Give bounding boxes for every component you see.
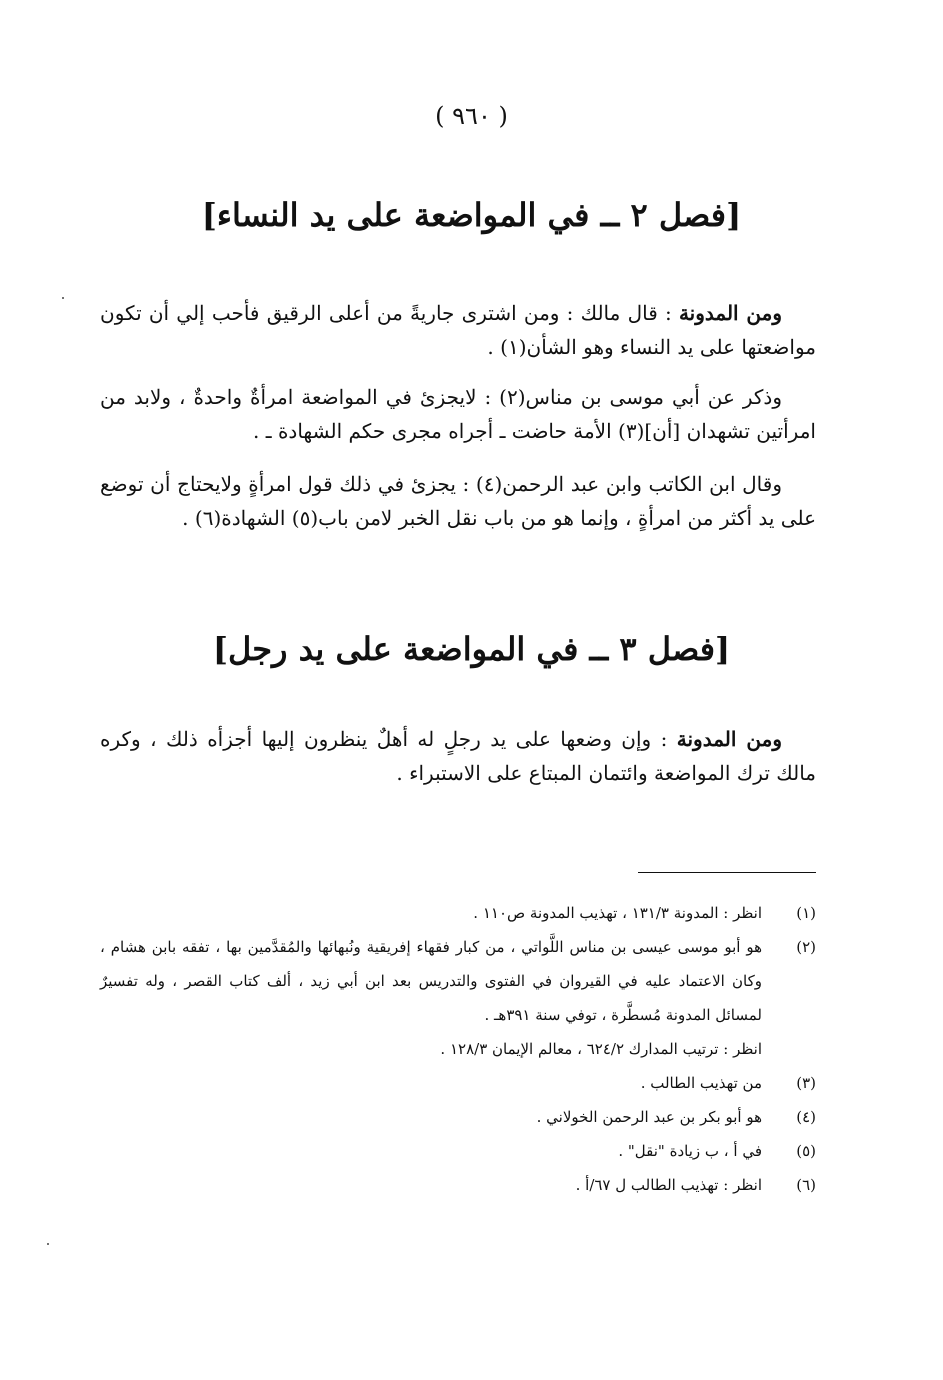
footnote-text: من تهذيب الطالب .	[640, 1074, 762, 1092]
footnote-6	[100, 1168, 816, 1202]
paragraph-text: وقال ابن الكاتب وابن عبد الرحمن(٤) : يجزئ في ذلك قول امرأةٍ ولايحتاج أن توضع على يد أكثر من امرأةٍ ، وإنما هو من باب نقل الخبر لامن باب(٥) الشهادة(٦) .	[100, 472, 816, 530]
footnote-text: انظر : ترتيب المدارك ٦٢٤/٢ ، معالم الإيمان ١٢٨/٣ .	[440, 1040, 762, 1058]
footnote-3	[100, 1066, 816, 1100]
footnote-2	[100, 930, 816, 1032]
paragraph-text: : وإن وضعها على يد رجلٍ له أهلٌ ينظرون إليها أجزأه ذلك ، وكره مالك ترك المواضعة وائتمان المبتاع على الاستبراء .	[100, 727, 816, 785]
paragraph-text: : قال مالك : ومن اشترى جاريةً من أعلى الرقيق فأحب إلي أن تكون مواضعتها على يد النساء وهو الشأن(١) .	[100, 301, 816, 359]
footnote-text: هو أبو بكر بن عبد الرحمن الخولاني .	[536, 1108, 762, 1126]
footnote-text: انظر : المدونة ١٣١/٣ ، تهذيب المدونة ص١١٠ .	[473, 904, 762, 922]
footnote-number	[762, 1032, 816, 1066]
paragraph-lead: ومن المدونة	[678, 301, 783, 325]
footnote-number: (٤)	[796, 1108, 816, 1126]
footnote-separator	[638, 872, 816, 873]
footnote-text: انظر : تهذيب الطالب ل ٦٧/أ .	[575, 1176, 762, 1194]
scan-speck	[62, 297, 64, 299]
footnote-text: هو أبو موسى عيسى بن مناس اللَّواتي ، من كبار فقهاء إفريقية ونُبهائها والمُقدَّمين بها ، تفقه بابن هشام ، وكان الاعتماد عليه في القيروان في الفتوى والتدريس بعد ابن أبي زيد ، ألف كتاب القصر ، وله تفسيرٌ لمسائل المدونة مُسطَّرة ، توفي سنة ٣٩١هـ .	[100, 938, 762, 1024]
footnote-5	[100, 1134, 816, 1168]
footnote-number: (٦)	[796, 1176, 816, 1194]
footnote-number: (٢)	[796, 938, 816, 956]
footnotes	[100, 896, 816, 1202]
footnote-2-sources	[100, 1032, 816, 1066]
footnote-number: (٥)	[796, 1142, 816, 1160]
footnote-4	[100, 1100, 816, 1134]
paragraph-3	[100, 467, 816, 535]
footnote-1	[100, 896, 816, 930]
footnote-number: (١)	[796, 904, 816, 922]
paragraph-text: وذكر عن أبي موسى بن مناس(٢) : لايجزئ في المواضعة امرأةٌ واحدةٌ ، ولابد من امرأتين تشهدان [أن](٣) الأمة حاضت ـ أجراه مجرى حكم الشهادة ـ .	[100, 385, 816, 443]
scan-speck	[47, 1243, 49, 1245]
footnote-number: (٣)	[796, 1074, 816, 1092]
page-number: ( ٩٦٠ )	[435, 102, 508, 130]
paragraph-2	[100, 380, 816, 448]
footnote-text: في أ ، ب زيادة "نقل" .	[618, 1142, 762, 1160]
section-heading-women: [فصل ٢ ــ في المواضعة على يد النساء]	[201, 196, 742, 234]
paragraph-lead: ومن المدونة	[676, 727, 783, 751]
paragraph-1	[100, 296, 816, 364]
paragraph-4	[100, 722, 816, 790]
section-heading-man: [فصل ٣ ــ في المواضعة على يد رجل]	[212, 630, 731, 668]
